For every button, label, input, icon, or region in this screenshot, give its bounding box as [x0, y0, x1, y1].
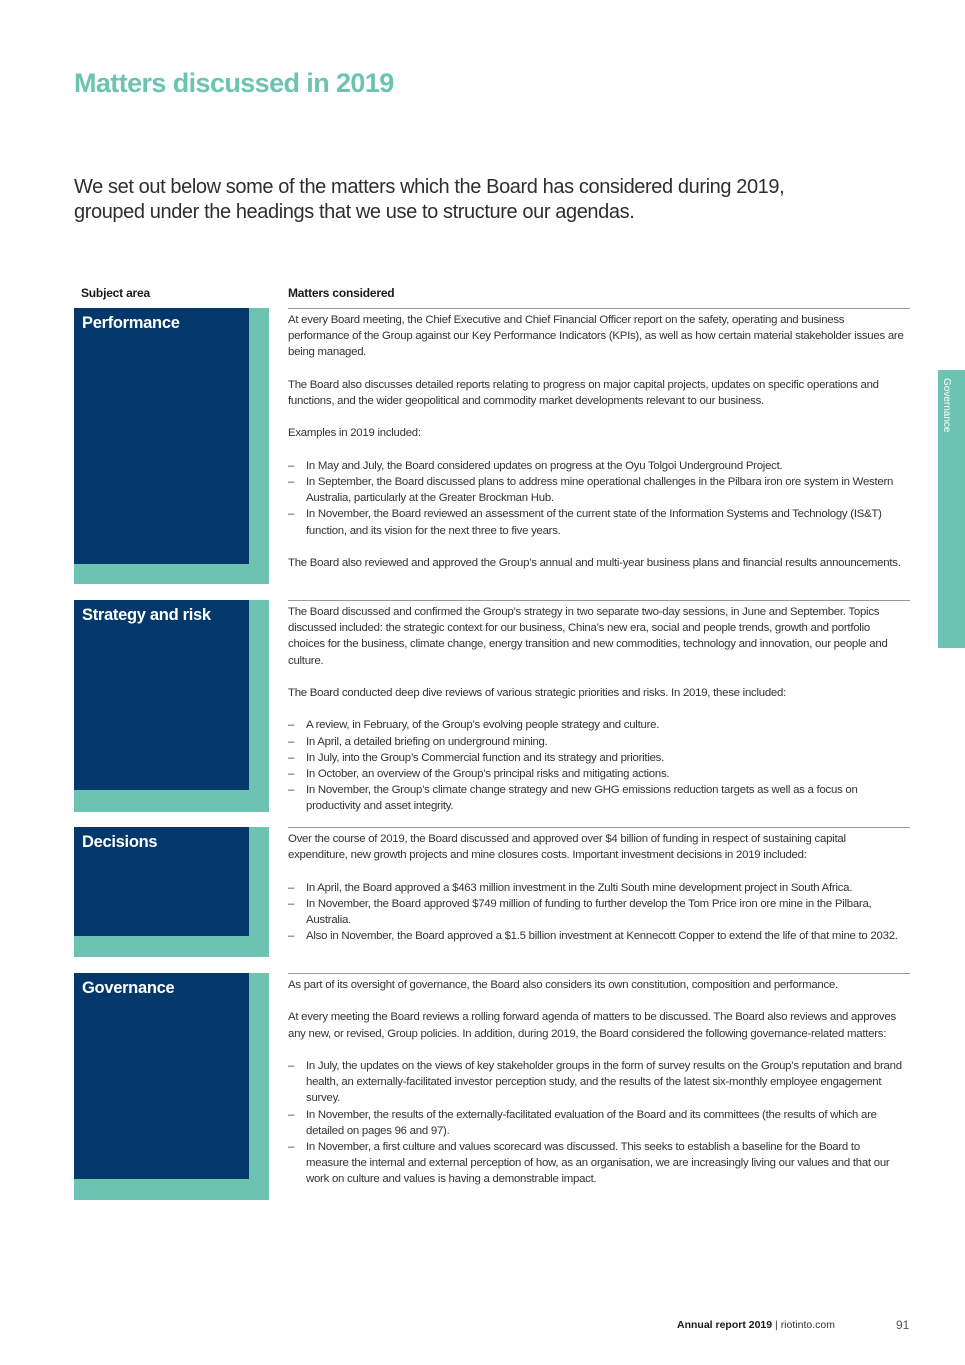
intro-text: We set out below some of the matters which the Board has considered during 2019, grouped under the headings that we use to structure our agendas.	[74, 176, 785, 223]
subject-block	[74, 973, 249, 1179]
list-item: – In November, the Board reviewed an assessment of the current state of the Information Systems and Technology (IS&T) function, and its vision for the next three to five years.	[288, 506, 904, 538]
row-divider	[288, 600, 910, 601]
paragraph: The Board discussed and confirmed the Group’s strategy in two separate two-day sessions, in June and September. Topics discussed included: the strategic context for our business, China’s new era, social and people trends, growth and portfolio choices for the business, climate change, energy transition and new commodities, technology and innovation, our people and culture.	[288, 606, 888, 667]
paragraph: Over the course of 2019, the Board discussed and approved over $4 billion of funding in respect of sustaining capital expenditure, new growth projects and mine closures costs. Important investment decisions in 2019 included:	[288, 833, 846, 862]
matters-content	[288, 604, 904, 815]
subject-label: Governance	[82, 979, 175, 997]
list-item: – Also in November, the Board approved a $1.5 billion investment at Kennecott Copper to extend the life of that mine to 2032.	[288, 928, 904, 944]
row-divider	[288, 827, 910, 828]
column-header-matters: Matters considered	[288, 286, 395, 300]
list-item: – In October, an overview of the Group’s principal risks and mitigating actions.	[288, 766, 904, 782]
row-divider	[288, 973, 910, 974]
list-item: – In April, the Board approved a $463 million investment in the Zulti South mine development project in South Africa.	[288, 880, 904, 896]
subject-label: Strategy and risk	[82, 606, 211, 624]
footer-website-link[interactable]: riotinto.com	[780, 1319, 835, 1331]
subject-block	[74, 308, 249, 564]
subject-block	[74, 600, 249, 790]
list-item: – In April, a detailed briefing on underground mining.	[288, 734, 904, 750]
list-item: – In November, the Group’s climate change strategy and new GHG emissions reduction targets as well as a focus on productivity and asset integrity.	[288, 782, 904, 814]
column-header-subject: Subject area	[81, 286, 150, 300]
list-item: – In May and July, the Board considered updates on progress at the Oyu Tolgoi Underground Project.	[288, 458, 904, 474]
paragraph: The Board also reviewed and approved the Group’s annual and multi-year business plans and financial results announcements.	[288, 556, 901, 569]
page-title: Matters discussed in 2019	[74, 68, 394, 98]
subject-block	[74, 827, 249, 936]
side-tab-label: Governance	[941, 378, 952, 433]
subject-label: Decisions	[82, 833, 158, 851]
list-item: – In September, the Board discussed plans to address mine operational challenges in the Pilbara iron ore system in Western Australia, particularly at the Greater Brockman Hub.	[288, 474, 904, 506]
section-side-tab[interactable]	[938, 370, 965, 648]
list-item: – In November, a first culture and values scorecard was discussed. This seeks to establish a baseline for the Board to measure the internal and external perception of how, as an organisation, we are increasingly living our values and that our work on culture and values is having a demonstrable impact.	[288, 1139, 904, 1188]
paragraph: At every meeting the Board reviews a rolling forward agenda of matters to be discussed. The Board also reviews and approves any new, or revised, Group policies. In addition, during 2019, the Board considered the following governance-related matters:	[288, 1011, 896, 1040]
header-divider	[288, 308, 910, 309]
paragraph: As part of its oversight of governance, the Board also considers its own constitution, composition and performance.	[288, 979, 838, 991]
bullet-list	[288, 717, 904, 814]
list-item: – A review, in February, of the Group’s evolving people strategy and culture.	[288, 717, 904, 733]
bullet-list	[288, 458, 904, 539]
paragraph: The Board conducted deep dive reviews of various strategic priorities and risks. In 2019, these included:	[288, 687, 787, 699]
subject-label: Performance	[82, 314, 180, 332]
list-item: – In November, the Board approved $749 million of funding to further develop the Tom Price iron ore mine in the Pilbara, Australia.	[288, 896, 904, 928]
footer	[677, 1319, 835, 1331]
matters-content	[288, 977, 904, 1188]
matters-content	[288, 831, 904, 944]
bullet-list	[288, 1058, 904, 1188]
footer-report-title: Annual report 2019	[677, 1319, 773, 1331]
list-item: – In July, into the Group’s Commercial function and its strategy and priorities.	[288, 750, 904, 766]
paragraph: The Board also discusses detailed reports relating to progress on major capital projects, updates on specific operations and functions, and the wider geopolitical and commodity market developments relevant to our business.	[288, 378, 879, 407]
page-number: 91	[896, 1318, 910, 1332]
list-item: – In November, the results of the externally-facilitated evaluation of the Board and its committees (the results of which are detailed on pages 96 and 97).	[288, 1107, 904, 1139]
footer-separator: |	[772, 1319, 781, 1331]
paragraph: Examples in 2019 included:	[288, 427, 421, 440]
bullet-list	[288, 880, 904, 945]
paragraph: At every Board meeting, the Chief Executive and Chief Financial Officer report on the safety, operating and business performance of the Group against our Key Performance Indicators (KPIs), as well as how certain material stakeholder issues are being managed.	[288, 314, 904, 359]
matters-content	[288, 312, 904, 571]
list-item: – In July, the updates on the views of key stakeholder groups in the form of survey results on the Group’s reputation and brand health, an externally-facilitated investor perception study, and the results of the latest six-monthly employee engagement survey.	[288, 1058, 904, 1107]
